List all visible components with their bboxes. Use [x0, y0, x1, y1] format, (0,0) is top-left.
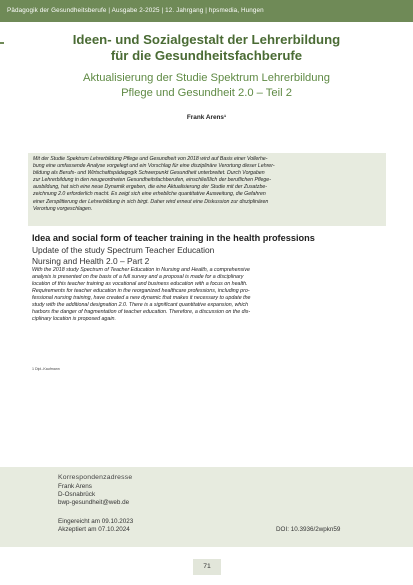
- journal-header-bar: [0, 0, 413, 22]
- correspondence-heading: Korrespondenzadresse: [58, 474, 133, 481]
- article-title-line-2: für die Gesundheitsfachberufe: [110, 47, 303, 63]
- abstract-line: zeichnung 2.0 erforderlich macht. Es zeigt sich eine erhebliche quantitative Ausweitung, die Gefahren: [33, 191, 266, 198]
- journal-header-text: Pädagogik der Gesundheitsberufe | Ausgabe 2-2025 | 12. Jahrgang | hpsmedia, Hungen: [7, 7, 264, 14]
- english-subtitle-line-1: Update of the study Spectrum Teacher Education: [32, 245, 215, 255]
- abstract-line: With the 2018 study Spectrum of Teacher Education in Nursing and Health, a comprehensive: [32, 267, 250, 273]
- doi-link[interactable]: DOI: 10.3936/2wpkn59: [276, 526, 341, 533]
- page-number: 71: [193, 559, 221, 575]
- author-footnote: 1 Dipl.-Kaufmann: [32, 367, 60, 371]
- contact-name: Frank Arens: [58, 483, 92, 490]
- abstract-line: Requirements for teacher education in the reorganized healthcare professions, including pro-: [32, 288, 250, 295]
- abstract-line: Mit der Studie Spektrum Lehrerbildung Pflege und Gesundheit von 2018 wird auf Basis einer Vollerhe-: [33, 156, 268, 162]
- abstract-line: analysis is presented on the basis of a full survey and a proposal is made for a disciplinary: [32, 274, 244, 281]
- abstract-line: zur Lehrerbildung in den neugeordneten Gesundheitsfachberufen, einschließlich der beruflichen Pflege-: [33, 177, 271, 184]
- abstract-line: ausbildung, hat sich eine neue Dynamik ergeben, die eine Aktualisierung der Studie mit der Zusatzbe-: [33, 184, 267, 191]
- abstract-line: harbors the danger of fragmentation of teacher education. Therefore, a discussion on the dis-: [32, 309, 251, 316]
- abstract-line: einer Zersplitterung der Lehrerbildung in sich birgt. Daher wird erneut eine Diskussion zur disziplinären: [33, 198, 269, 205]
- article-subtitle-line-1: Aktualisierung der Studie Spektrum Lehrerbildung: [83, 72, 330, 84]
- abstract-line: bung eine umfassende Analyse vorgelegt und ein Vorschlag für eine disziplinäre Verortung dieser Lehrer-: [33, 163, 275, 170]
- abstract-line: fessional nursing training, have created a new dynamic that makes it necessary to update the: [32, 295, 251, 302]
- english-abstract: [32, 267, 384, 323]
- english-subtitle-line-2: Nursing and Health 2.0 – Part 2: [32, 256, 150, 266]
- contact-email-link[interactable]: bwp-gesundheit@web.de: [58, 499, 130, 506]
- author-name: Frank Arens¹: [186, 114, 227, 121]
- german-abstract: [33, 156, 381, 213]
- article-subtitle: [30, 71, 383, 100]
- acceptance-date: Akzeptiert am 07.10.2024: [58, 526, 130, 533]
- contact-city: D-Osnabrück: [58, 491, 96, 498]
- article-title-line-1: Ideen- und Sozialgestalt der Lehrerbildung: [72, 32, 341, 47]
- abstract-line: study with the additional designation 2.0. There is a significant quantitative expansion, which: [32, 302, 249, 309]
- article-subtitle-line-2: Pflege und Gesundheit 2.0 – Teil 2: [121, 86, 292, 99]
- abstract-line: bildung als Berufs- und Wirtschaftspädagogik Schwerpunkt Gesundheit unterbreitet. Durch Vorgaben: [33, 170, 265, 177]
- german-abstract-box: [28, 153, 386, 226]
- abstract-line: location of this teacher training as vocational and business education with a focus on health.: [32, 281, 248, 288]
- abstract-line: Verortung vorgeschlagen.: [33, 205, 93, 212]
- submission-date: Eingereicht am 09.10.2023: [58, 518, 134, 525]
- english-title: Idea and social form of teacher training in the health professions: [32, 233, 315, 243]
- margin-marker: [0, 42, 4, 44]
- abstract-line: ciplinary location is proposed again.: [32, 316, 116, 323]
- article-title: [30, 32, 383, 63]
